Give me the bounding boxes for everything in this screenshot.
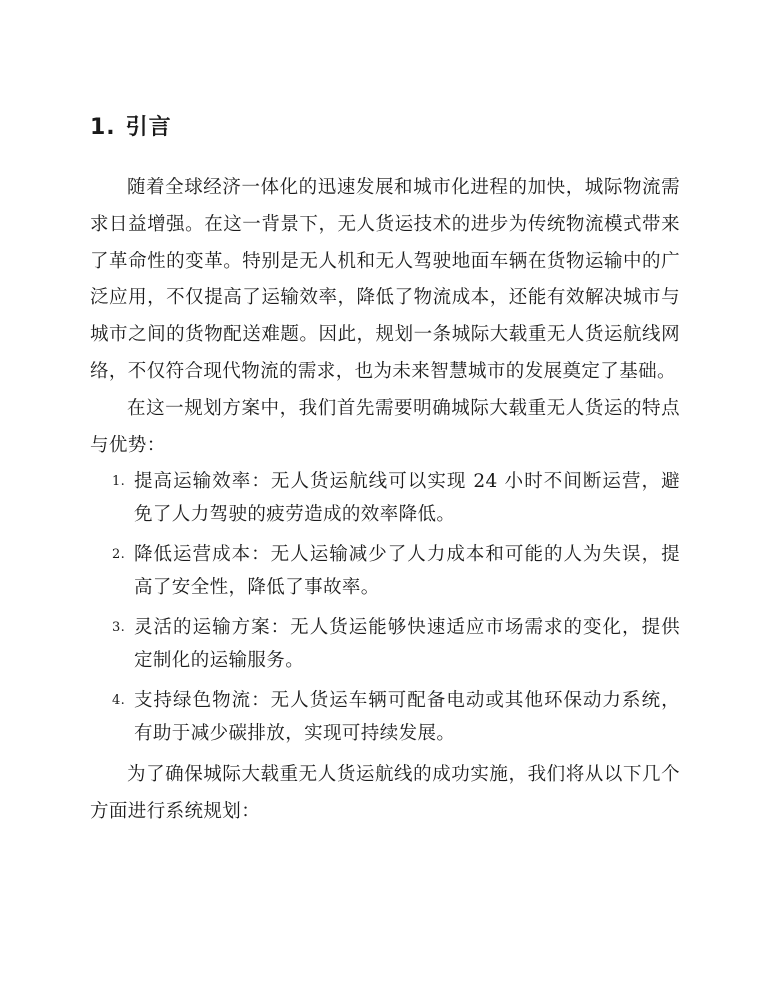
list-item: [90, 538, 680, 604]
list-marker: 2.: [112, 547, 126, 563]
closing-paragraph: 为了确保城际大载重无人货运航线的成功实施，我们将从以下几个方面进行系统规划：: [90, 764, 680, 823]
list-item: [90, 684, 680, 750]
list-item: [90, 465, 680, 531]
list-item-text: 提高运输效率：无人货运航线可以实现 24 小时不间断运营，避免了人力驾驶的疲劳造成的效率降低。: [134, 471, 680, 526]
list-item-text: 降低运营成本：无人运输减少了人力成本和可能的人为失误，提高了安全性，降低了事故率。: [134, 544, 680, 599]
section-heading: [90, 112, 172, 144]
lead-paragraph: 在这一规划方案中，我们首先需要明确城际大载重无人货运的特点与优势：: [90, 397, 680, 456]
advantages-list: [90, 465, 680, 750]
list-marker: 1.: [112, 474, 126, 490]
section-title: 引言: [125, 115, 172, 140]
section-body: [90, 170, 680, 831]
intro-paragraph: 随着全球经济一体化的迅速发展和城市化进程的加快，城际物流需求日益增强。在这一背景下，无人货运技术的进步为传统物流模式带来了革命性的变革。特别是无人机和无人驾驶地面车辆在货物运输中的广泛应用，不仅提高了运输效率，降低了物流成本，还能有效解决城市与城市之间的货物配送难题。因此，规划一条城际大载重无人货运航线网络，不仅符合现代物流的需求，也为未来智慧城市的发展奠定了基础。: [90, 177, 680, 382]
list-marker: 4.: [112, 693, 126, 709]
list-marker: 3.: [112, 620, 126, 636]
list-item: [90, 611, 680, 677]
section-number: 1.: [90, 115, 116, 140]
list-item-text: 支持绿色物流：无人货运车辆可配备电动或其他环保动力系统，有助于减少碳排放，实现可持续发展。: [134, 690, 680, 745]
list-item-text: 灵活的运输方案：无人货运能够快速适应市场需求的变化，提供定制化的运输服务。: [134, 617, 680, 672]
